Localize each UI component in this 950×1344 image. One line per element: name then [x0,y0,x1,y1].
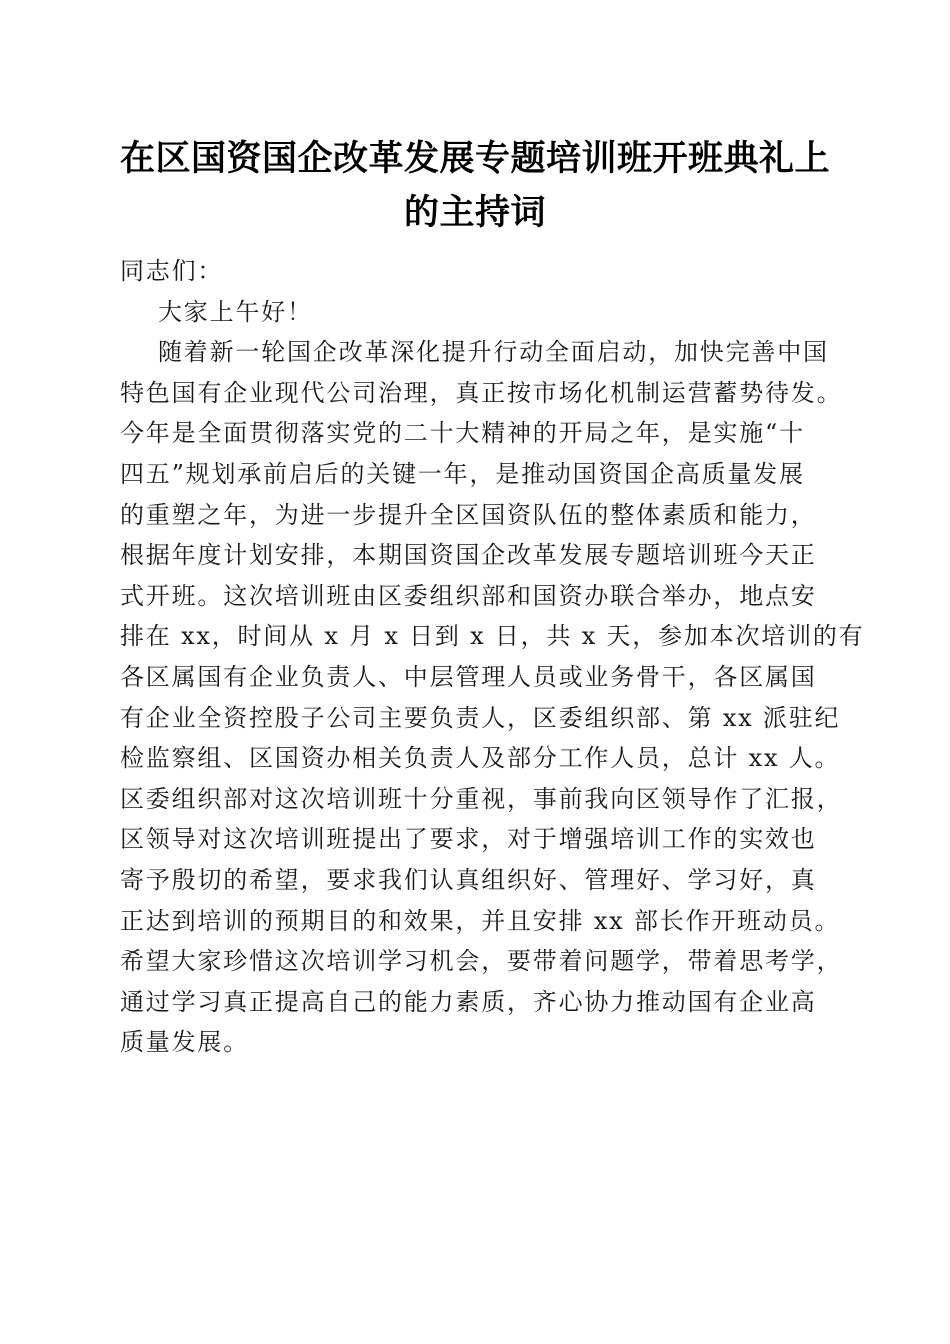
paragraph-line: 有企业全资控股子公司主要负责人，区委组织部、第 xx 派驻纪 [120,703,841,732]
paragraph-line: 检监察组、区国资办相关负责人及部分工作人员，总计 xx 人。 [120,744,841,773]
paragraph-line: 区委组织部对这次培训班十分重视，事前我向区领导作了汇报， [120,784,843,813]
paragraph-line: 的重塑之年，为进一步提升全区国资队伍的整体素质和能力， [120,500,817,529]
document-title [110,132,840,240]
document-body [120,251,865,1063]
paragraph-line: 特色国有企业现代公司治理，真正按市场化机制运营蓄势待发。 [120,378,843,407]
paragraph-line: 通过学习真正提高自己的能力素质，齐心协力推动国有企业高 [120,987,817,1016]
paragraph-line: 排在 xx，时间从 x 月 x 日到 x 日，共 x 天，参加本次培训的有 [120,622,865,651]
paragraph-line: 式开班。这次培训班由区委组织部和国资办联合举办，地点安 [120,581,817,610]
title-line-2: 的主持词 [403,192,546,233]
paragraph-line: 质量发展。 [120,1028,249,1057]
title-line-1: 在区国资国企改革发展专题培训班开班典礼上 [119,138,830,179]
greeting: 大家上午好！ [158,297,313,326]
paragraph-line: 正达到培训的预期目的和效果，并且安排 xx 部长作开班动员。 [120,906,841,935]
paragraph-line: 根据年度计划安排，本期国资国企改革发展专题培训班今天正 [120,541,817,570]
paragraph-line: 区领导对这次培训班提出了要求，对于增强培训工作的实效也 [120,825,817,854]
paragraph-line: 今年是全面贯彻落实党的二十大精神的开局之年，是实施“十 [120,419,805,448]
paragraph-line: 随着新一轮国企改革深化提升行动全面启动，加快完善中国 [158,338,829,367]
salutation: 同志们： [120,257,224,285]
paragraph-line: 希望大家珍惜这次培训学习机会，要带着问题学，带着思考学， [120,947,843,976]
paragraph-line: 四五”规划承前启后的关键一年，是推动国资国企高质量发展 [120,459,805,488]
paragraph-line: 各区属国有企业负责人、中层管理人员或业务骨干，各区属国 [120,662,817,691]
paragraph-line: 寄予殷切的希望，要求我们认真组织好、管理好、学习好，真 [120,865,817,894]
